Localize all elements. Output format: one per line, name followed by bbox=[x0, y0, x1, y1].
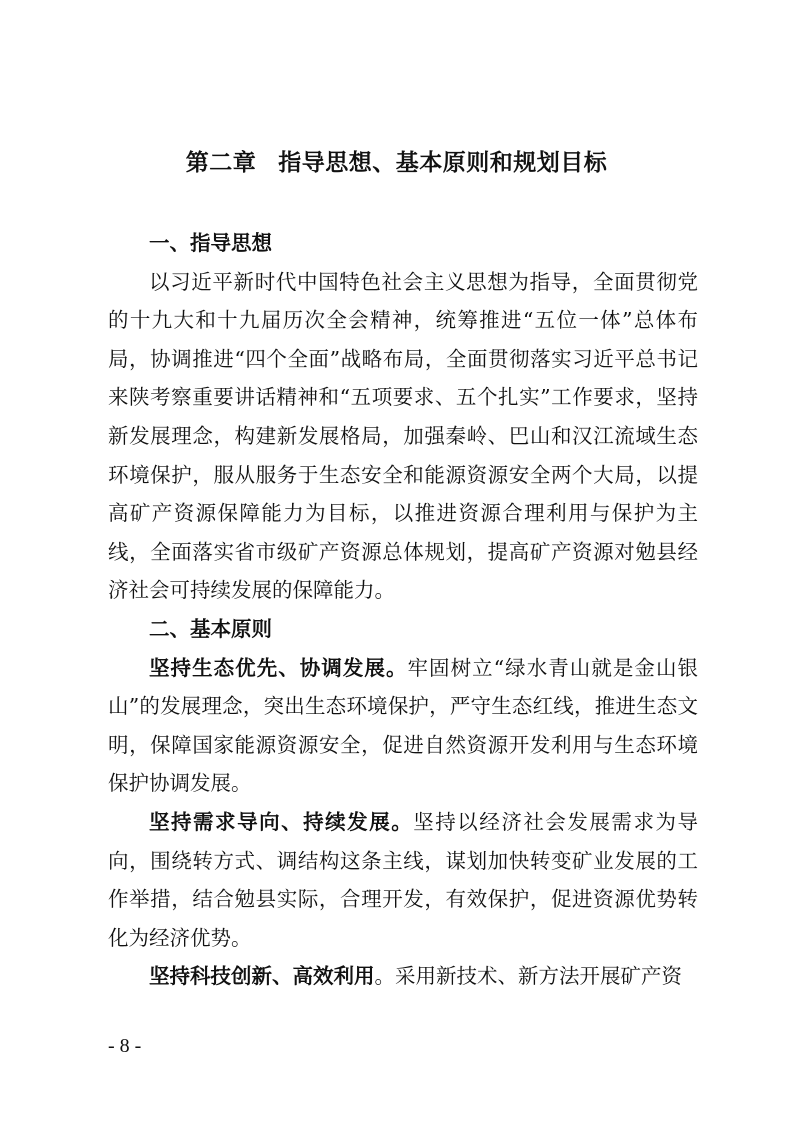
principle-3-text: 。采用新技术、新方法开展矿产资 bbox=[374, 964, 682, 989]
principle-2-lead: 坚持需求导向、持续发展。 bbox=[149, 809, 414, 834]
guiding-ideology-paragraph: 以习近平新时代中国特色社会主义思想为指导，全面贯彻党的十九大和十九届历次全会精神，统筹推进“五位一体”总体布局，协调推进“四个全面”战略布局，全面贯彻落实习近平总书记来陕考察重要讲话精神和“五项要求、五个扎实”工作要求，坚持新发展理念，构建新发展格局，加强秦岭、巴山和汉江流域生态环境保护，服从服务于生态安全和能源资源安全两个大局，以提高矿产资源保障能力为目标，以推进资源合理利用与保护为主线，全面落实省市级矿产资源总体规划，提高矿产资源对勉县经济社会可持续发展的保障能力。 bbox=[108, 269, 698, 603]
principle-1-lead: 坚持生态优先、协调发展。 bbox=[149, 655, 408, 680]
chapter-number: 第二章 bbox=[185, 150, 257, 176]
principle-1-text: 牢固树立“绿水青山就是金山银山”的发展理念，突出生态环境保护，严守生态红线，推进生态文明，保障国家能源资源安全，促进自然资源开发利用与生态环境保护协调发展。 bbox=[108, 655, 699, 796]
principle-3-lead: 坚持科技创新、高效利用 bbox=[149, 964, 375, 989]
principle-2-text: 坚持以经济社会发展需求为导向，围绕转方式、调结构这条主线，谋划加快转变矿业发展的工作举措，结合勉县实际，合理开发，有效保护，促进资源优势转化为经济优势。 bbox=[108, 809, 698, 950]
document-body bbox=[108, 224, 698, 996]
principle-3-paragraph bbox=[108, 957, 698, 996]
principle-2-paragraph bbox=[108, 803, 698, 957]
principle-1-paragraph bbox=[108, 649, 698, 803]
section-heading-guiding-ideology: 一、指导思想 bbox=[149, 231, 272, 255]
chapter-title-text: 指导思想、基本原则和规划目标 bbox=[278, 150, 608, 176]
page-number: - 8 - bbox=[108, 1035, 142, 1057]
chapter-title bbox=[0, 148, 793, 178]
section-heading-basic-principles: 二、基本原则 bbox=[149, 616, 272, 641]
